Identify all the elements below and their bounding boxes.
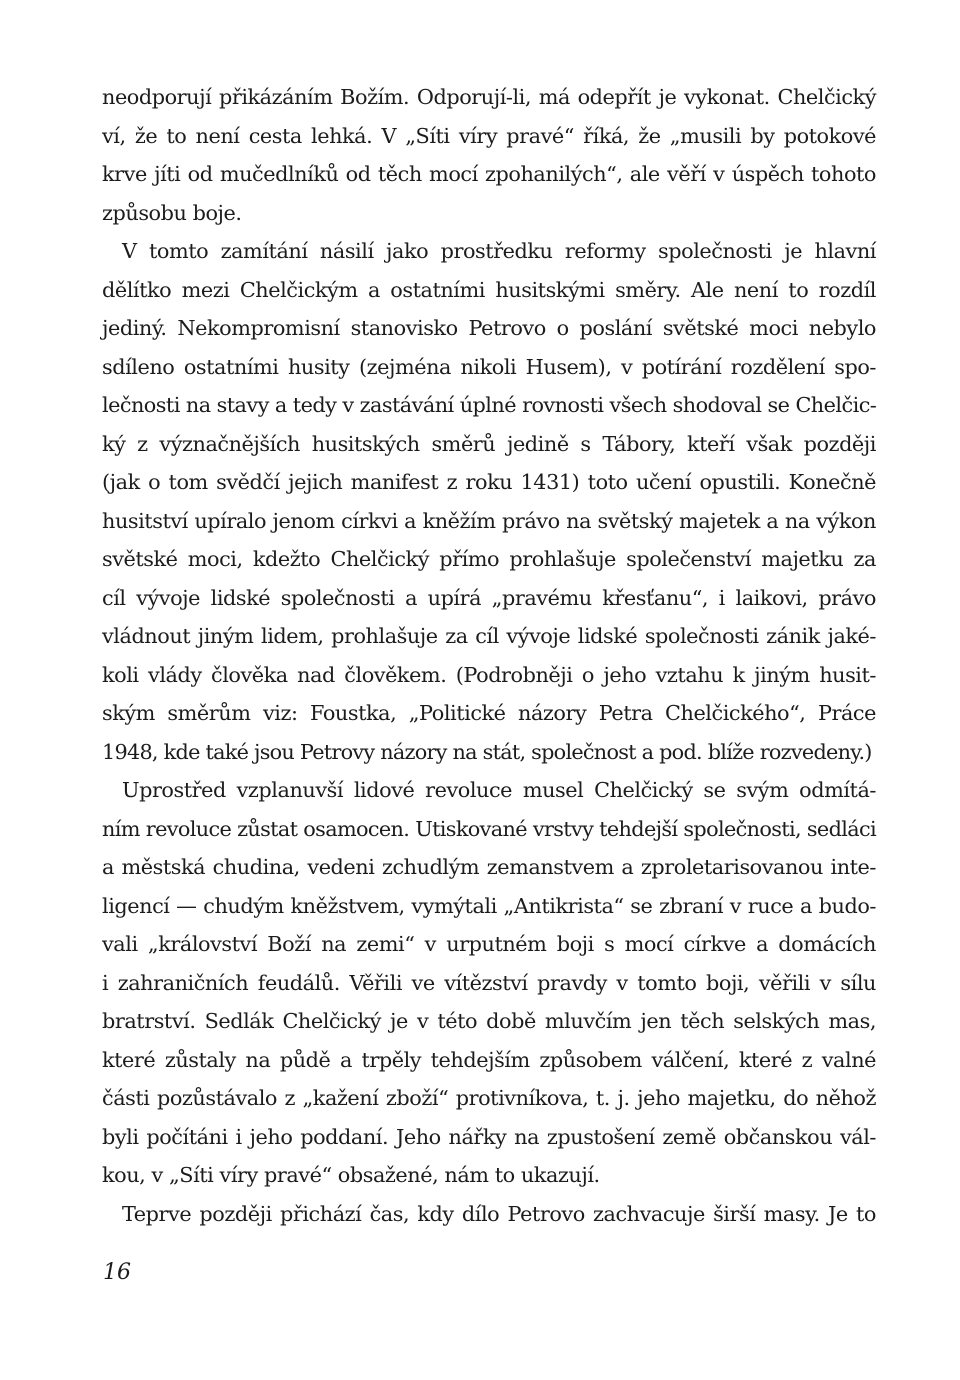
text-line: dělítko mezi Chelčickým a ostatními husitskými směry. Ale není to rozdíl (102, 277, 876, 302)
text-line: cíl vývoje lidské společnosti a upírá „pravému křesťanu“, i laikovi, právo (102, 585, 876, 610)
text-line: ským směrům viz: Foustka, „Politické názory Petra Chelčického“, Práce (102, 701, 876, 725)
text-line: bratrství. Sedlák Chelčický je v této době mluvčím jen těch selských mas, (102, 1009, 876, 1033)
page-body (102, 78, 876, 1233)
text-line: 1948, kde také jsou Petrovy názory na stát, společnost a pod. blíže rozvedeny.) (102, 739, 872, 764)
text-line: které zůstaly na půdě a trpěly tehdejším způsobem válčení, které z valné (102, 1047, 876, 1072)
text-line: kou, v „Síti víry pravé“ obsažené, nám to ukazují. (102, 1163, 600, 1187)
text-line: V tomto zamítání násilí jako prostředku reformy společnosti je hlavní (122, 239, 876, 263)
text-line: byli počítáni i jeho poddaní. Jeho nářky na zpustošení země občanskou vál- (102, 1124, 876, 1149)
text-line: neodporují přikázáním Božím. Odporují-li, má odepřít je vykonat. Chelčický (102, 85, 876, 109)
text-line: Teprve později přichází čas, kdy dílo Petrovo zachvacuje širší masy. Je to (122, 1201, 876, 1226)
text-line: a městská chudina, vedeni zchudlým zemanstvem a zproletarisovanou inte- (102, 855, 876, 879)
text-line: ký z význačnějších husitských směrů jedině s Tábory, kteří však později (102, 431, 876, 456)
text-line: krve jíti od mučedlníků od těch mocí zpohanilých“, ale věří v úspěch tohoto (102, 162, 876, 186)
text-line: vládnout jiným lidem, prohlašuje za cíl vývoje lidské společnosti zánik jaké- (102, 624, 876, 648)
page-number: 16 (103, 1260, 131, 1285)
text-line: vali „království Boží na zemi“ v urputném boji s mocí církve a domácích (102, 932, 876, 956)
text-line: koli vlády člověka nad člověkem. (Podrobněji o jeho vztahu k jiným husit- (102, 662, 876, 687)
text-line: ligencí — chudým kněžstvem, vymýtali „Antikrista“ se zbraní v ruce a budo- (102, 893, 876, 918)
text-line: ním revoluce zůstat osamocen. Utiskované vrstvy tehdejší společnosti, sedláci (102, 816, 876, 841)
text-line: způsobu boje. (102, 200, 242, 225)
text-line: Uprostřed vzplanuvší lidové revoluce musel Chelčický se svým odmítá- (122, 778, 876, 802)
text-line: sdíleno ostatními husity (zejména nikoli Husem), v potírání rozdělení spo- (102, 354, 876, 379)
text-line: části pozůstávalo z „kažení zboží“ protivníkova, t. j. jeho majetku, do něhož (102, 1086, 876, 1110)
text-line: světské moci, kdežto Chelčický přímo prohlašuje společenství majetku za (102, 547, 876, 571)
text-line: i zahraničních feudálů. Věřili ve vítězství pravdy v tomto boji, věřili v sílu (102, 970, 876, 995)
text-line: ví, že to není cesta lehká. V „Síti víry pravé“ říká, že „musili by potokové (102, 123, 876, 148)
text-line: lečnosti na stavy a tedy v zastávání úplné rovnosti všech shodoval se Chelčic- (102, 393, 877, 417)
text-line: husitství upíralo jenom církvi a kněžím právo na světský majetek a na výkon (102, 508, 876, 533)
text-line: (jak o tom svědčí jejich manifest z roku 1431) toto učení opustili. Konečně (102, 470, 876, 494)
text-line: jediný. Nekompromisní stanovisko Petrovo o poslání světské moci nebylo (102, 316, 876, 340)
